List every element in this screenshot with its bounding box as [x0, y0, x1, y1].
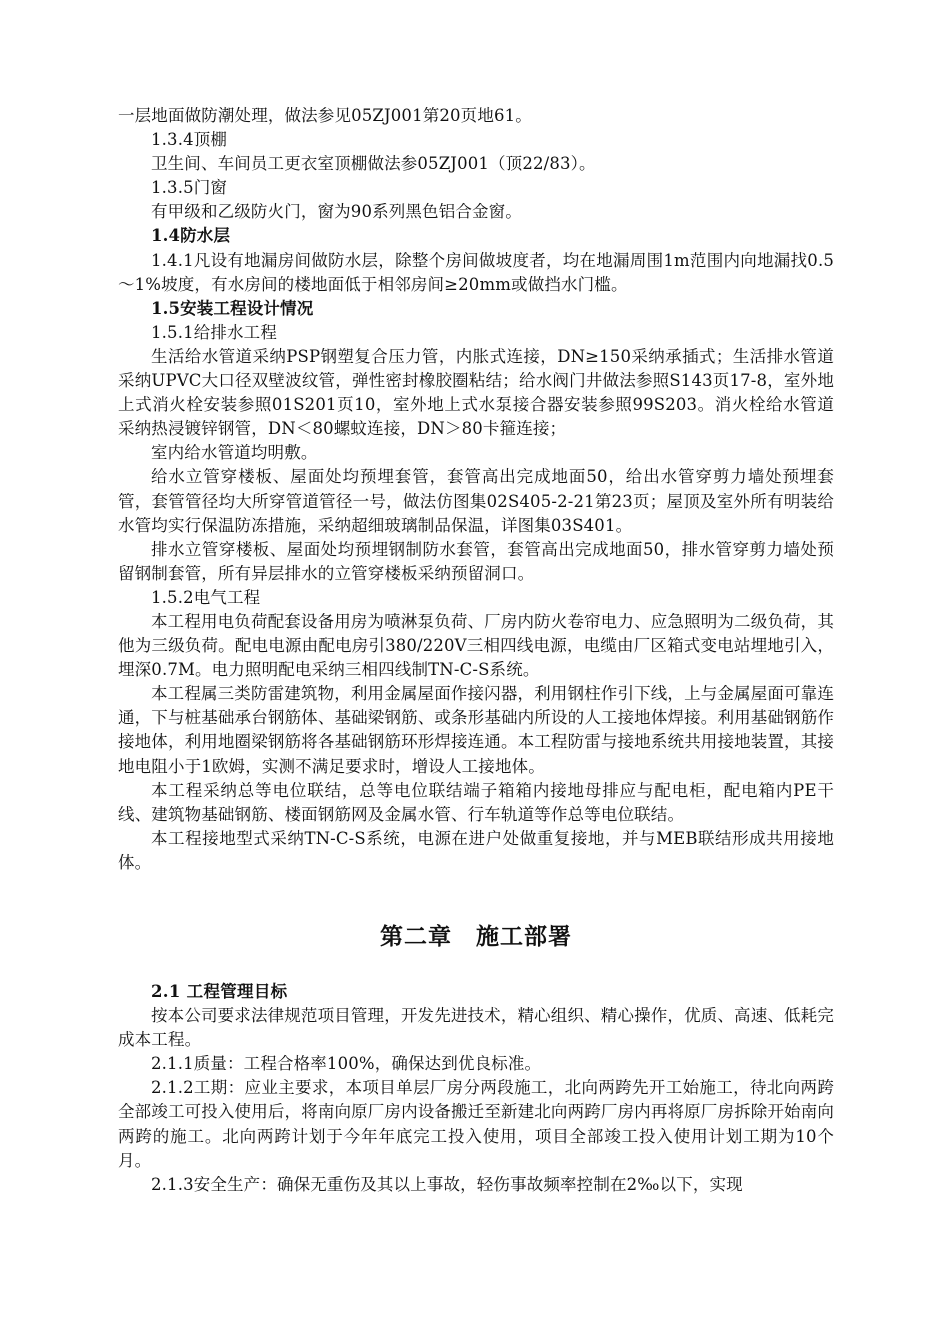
paragraph-plumbing-2: 室内给水管道均明敷。: [151, 443, 318, 463]
heading-waterproof: 1.4防水层: [151, 226, 231, 246]
paragraph-plumbing-1: 生活给水管道采纳PSP钢塑复合压力管，内胀式连接，DN≥150采纳承插式；生活排水管道采纳UPVC大口径双壁波纹管，弹性密封橡胶圈粘结；给水阀门井做法参照S143页17-8，室外地上式消火栓安装参照01S201页10，室外地上式水泵接合器安装参照99S203。消火栓给水管道采纳热浸镀锌钢管，DN＜80螺蚊连接，DN＞80卡箍连接；: [118, 346, 834, 439]
paragraph-doors-windows: 有甲级和乙级防火门，窗为90系列黑色铝合金窗。: [151, 202, 522, 222]
paragraph-waterproof: 1.4.1凡设有地漏房间做防水层，除整个房间做坡度者，均在地漏周围1m范围内向地漏找0.5～1%坡度，有水房间的楼地面低于相邻房间≥20mm或做挡水门槛。: [118, 250, 834, 294]
paragraph-management-goals: 按本公司要求法律规范项目管理，开发先进技术，精心组织、精心操作，优质、高速、低耗完成本工程。: [118, 1006, 834, 1050]
heading-doors-windows: 1.3.5门窗: [151, 178, 228, 198]
paragraph-electrical-3: 本工程采纳总等电位联结，总等电位联结端子箱箱内接地母排应与配电柜，配电箱内PE干线、建筑物基础钢筋、楼面钢筋网及金属水管、行车轨道等作总等电位联结。: [118, 780, 834, 824]
paragraph-schedule: 2.1.2工期：应业主要求，本项目单层厂房分两段施工，北向两跨先开工始施工，待北向两跨全部竣工可投入使用后，将南向原厂房内设备搬迁至新建北向两跨厂房内再将原厂房拆除开始南向两跨的施工。北向两跨计划于今年年底完工投入使用，项目全部竣工投入使用计划工期为10个月。: [118, 1078, 834, 1170]
heading-management-goals: 2.1 工程管理目标: [151, 982, 288, 1001]
paragraph-floor: 一层地面做防潮处理，做法参见05ZJ001第20页地61。: [118, 106, 532, 125]
heading-installation: 1.5安装工程设计情况: [151, 298, 314, 318]
heading-ceiling: 1.3.4顶棚: [151, 130, 228, 150]
paragraph-safety: 2.1.3安全生产：确保无重伤及其以上事故，轻伤事故频率控制在2‰以下，实现: [151, 1174, 743, 1194]
paragraph-ceiling: 卫生间、车间员工更衣室顶棚做法参05ZJ001（顶22/83）。: [151, 154, 596, 174]
paragraph-plumbing-4: 排水立管穿楼板、屋面处均预埋钢制防水套管，套管高出完成地面50，排水管穿剪力墙处预留钢制套管，所有异层排水的立管穿楼板采纳预留洞口。: [118, 539, 834, 583]
paragraph-plumbing-3: 给水立管穿楼板、屋面处均预埋套管，套管高出完成地面50，给出水管穿剪力墙处预埋套管，套管管径均大所穿管道管径一号，做法仿图集02S405-2-21第23页；屋顶及室外所有明装给水管均实行保温防冻措施，采纳超细玻璃制品保温，详图集03S401。: [118, 467, 834, 535]
document-page: [118, 104, 834, 1197]
heading-plumbing: 1.5.1给排水工程: [151, 322, 277, 342]
paragraph-electrical-2: 本工程属三类防雷建筑物，利用金属屋面作接闪器，利用钢柱作引下线，上与金属屋面可靠连通，下与桩基础承台钢筋体、基础梁钢筋、或条形基础内所设的人工接地体焊接。利用基础钢筋作接地体，利用地圈梁钢筋将各基础钢筋环形焊接连通。本工程防雷与接地系统共用接地装置，其接地电阻小于1欧姆，实测不满足要求时，增设人工接地体。: [118, 684, 834, 776]
chapter-title: 第二章 施工部署: [380, 923, 572, 950]
paragraph-quality: 2.1.1质量：工程合格率100%，确保达到优良标准。: [151, 1054, 542, 1074]
paragraph-electrical-4: 本工程接地型式采纳TN-C-S系统，电源在进户处做重复接地，并与MEB联结形成共用接地体。: [118, 828, 834, 872]
heading-electrical: 1.5.2电气工程: [151, 587, 261, 607]
paragraph-electrical-1: 本工程用电负荷配套设备用房为喷淋泵负荷、厂房内防火卷帘电力、应急照明为二级负荷，其他为三级负荷。配电电源由配电房引380/220V三相四线电源，电缆由厂区箱式变电站埋地引入，埋深0.7M。电力照明配电采纳三相四线制TN-C-S系统。: [118, 611, 834, 680]
